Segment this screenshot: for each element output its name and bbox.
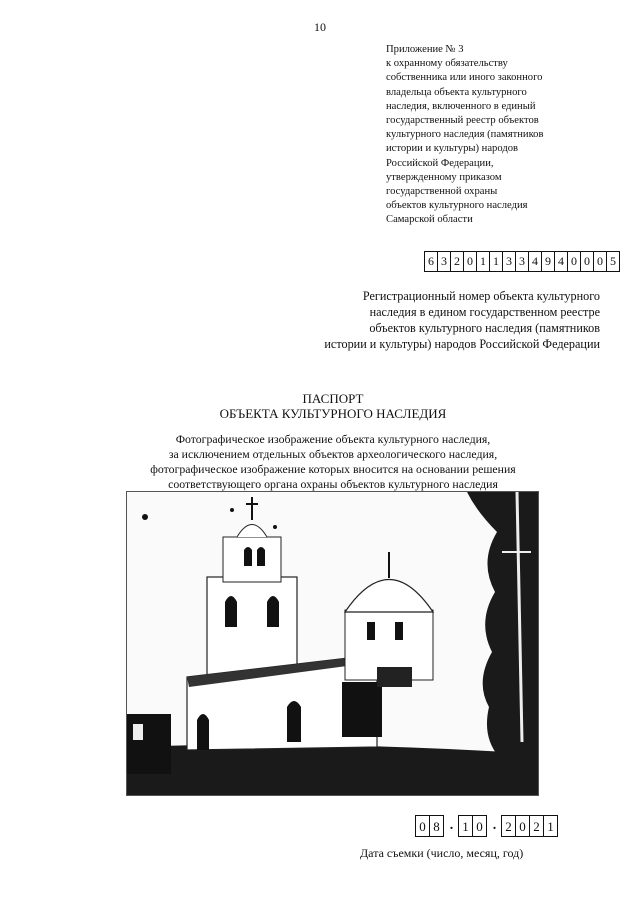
date-month [459,815,487,837]
photo-caption [0,432,640,492]
reg-digit: 3 [515,251,529,272]
reg-digit: 0 [593,251,607,272]
registration-label-line: истории и культуры) народов Российской Федерации [324,337,600,351]
passport-title: ПАСПОРТ [302,391,364,406]
reg-digit: 3 [437,251,451,272]
appendix-line: Российской Федерации, [386,157,494,169]
appendix-line: Самарской области [386,214,473,226]
registration-number [425,251,620,272]
date-label: Дата съемки (число, месяц, год) [360,846,524,860]
date-digit: 2 [529,815,544,837]
reg-digit: 9 [541,251,555,272]
appendix-line: утвержденному приказом [386,171,502,183]
registration-label [260,288,600,352]
registration-label-line: объектов культурного наследия (памятников [369,321,600,335]
appendix-line: к охранному обязательству [386,58,508,70]
appendix-line: наследия, включенного в единый [386,100,536,112]
date-digit: 0 [515,815,530,837]
date-separator: . [449,818,454,833]
appendix-line: истории и культуры) народов [386,143,519,155]
appendix-line: объектов культурного наследия [386,200,528,212]
date-digit: 0 [472,815,487,837]
church-photo-illustration [127,492,538,795]
appendix-line: владельца объекта культурного [386,86,527,98]
date-year [502,815,558,837]
date-digit: 0 [415,815,430,837]
shooting-date [416,815,558,837]
reg-digit: 6 [424,251,438,272]
appendix-line: собственника или иного законного [386,72,543,84]
reg-digit: 4 [554,251,568,272]
reg-digit: 4 [528,251,542,272]
page-number: 10 [314,20,326,34]
appendix-line: государственный реестр объектов [386,115,539,127]
reg-digit: 3 [502,251,516,272]
date-digit: 1 [543,815,558,837]
reg-digit: 5 [606,251,620,272]
reg-digit: 1 [489,251,503,272]
date-digit: 8 [429,815,444,837]
reg-digit: 0 [463,251,477,272]
reg-digit: 2 [450,251,464,272]
passport-subtitle: ОБЪЕКТА КУЛЬТУРНОГО НАСЛЕДИЯ [219,406,447,421]
date-digit: 2 [501,815,516,837]
photo-caption-line: за исключением отдельных объектов археологического наследия, [168,447,498,461]
reg-digit: 1 [476,251,490,272]
date-day [416,815,444,837]
photo-caption-line: соответствующего органа охраны объектов культурного наследия [168,477,498,491]
registration-label-line: Регистрационный номер объекта культурного [362,289,600,303]
registration-label-line: наследия в едином государственном реестре [369,305,600,319]
appendix-line: культурного наследия (памятников [386,129,544,141]
church-photo [126,491,539,796]
date-separator: . [492,818,497,833]
date-digit: 1 [458,815,473,837]
photo-caption-line: фотографическое изображение которых вносится на основании решения [150,462,516,476]
photo-caption-line: Фотографическое изображение объекта культурного наследия, [175,432,491,446]
reg-digit: 0 [580,251,594,272]
reg-digit: 0 [567,251,581,272]
appendix-line: государственной охраны [386,186,498,198]
appendix-line: Приложение № 3 [386,44,464,55]
appendix-note [386,43,626,228]
